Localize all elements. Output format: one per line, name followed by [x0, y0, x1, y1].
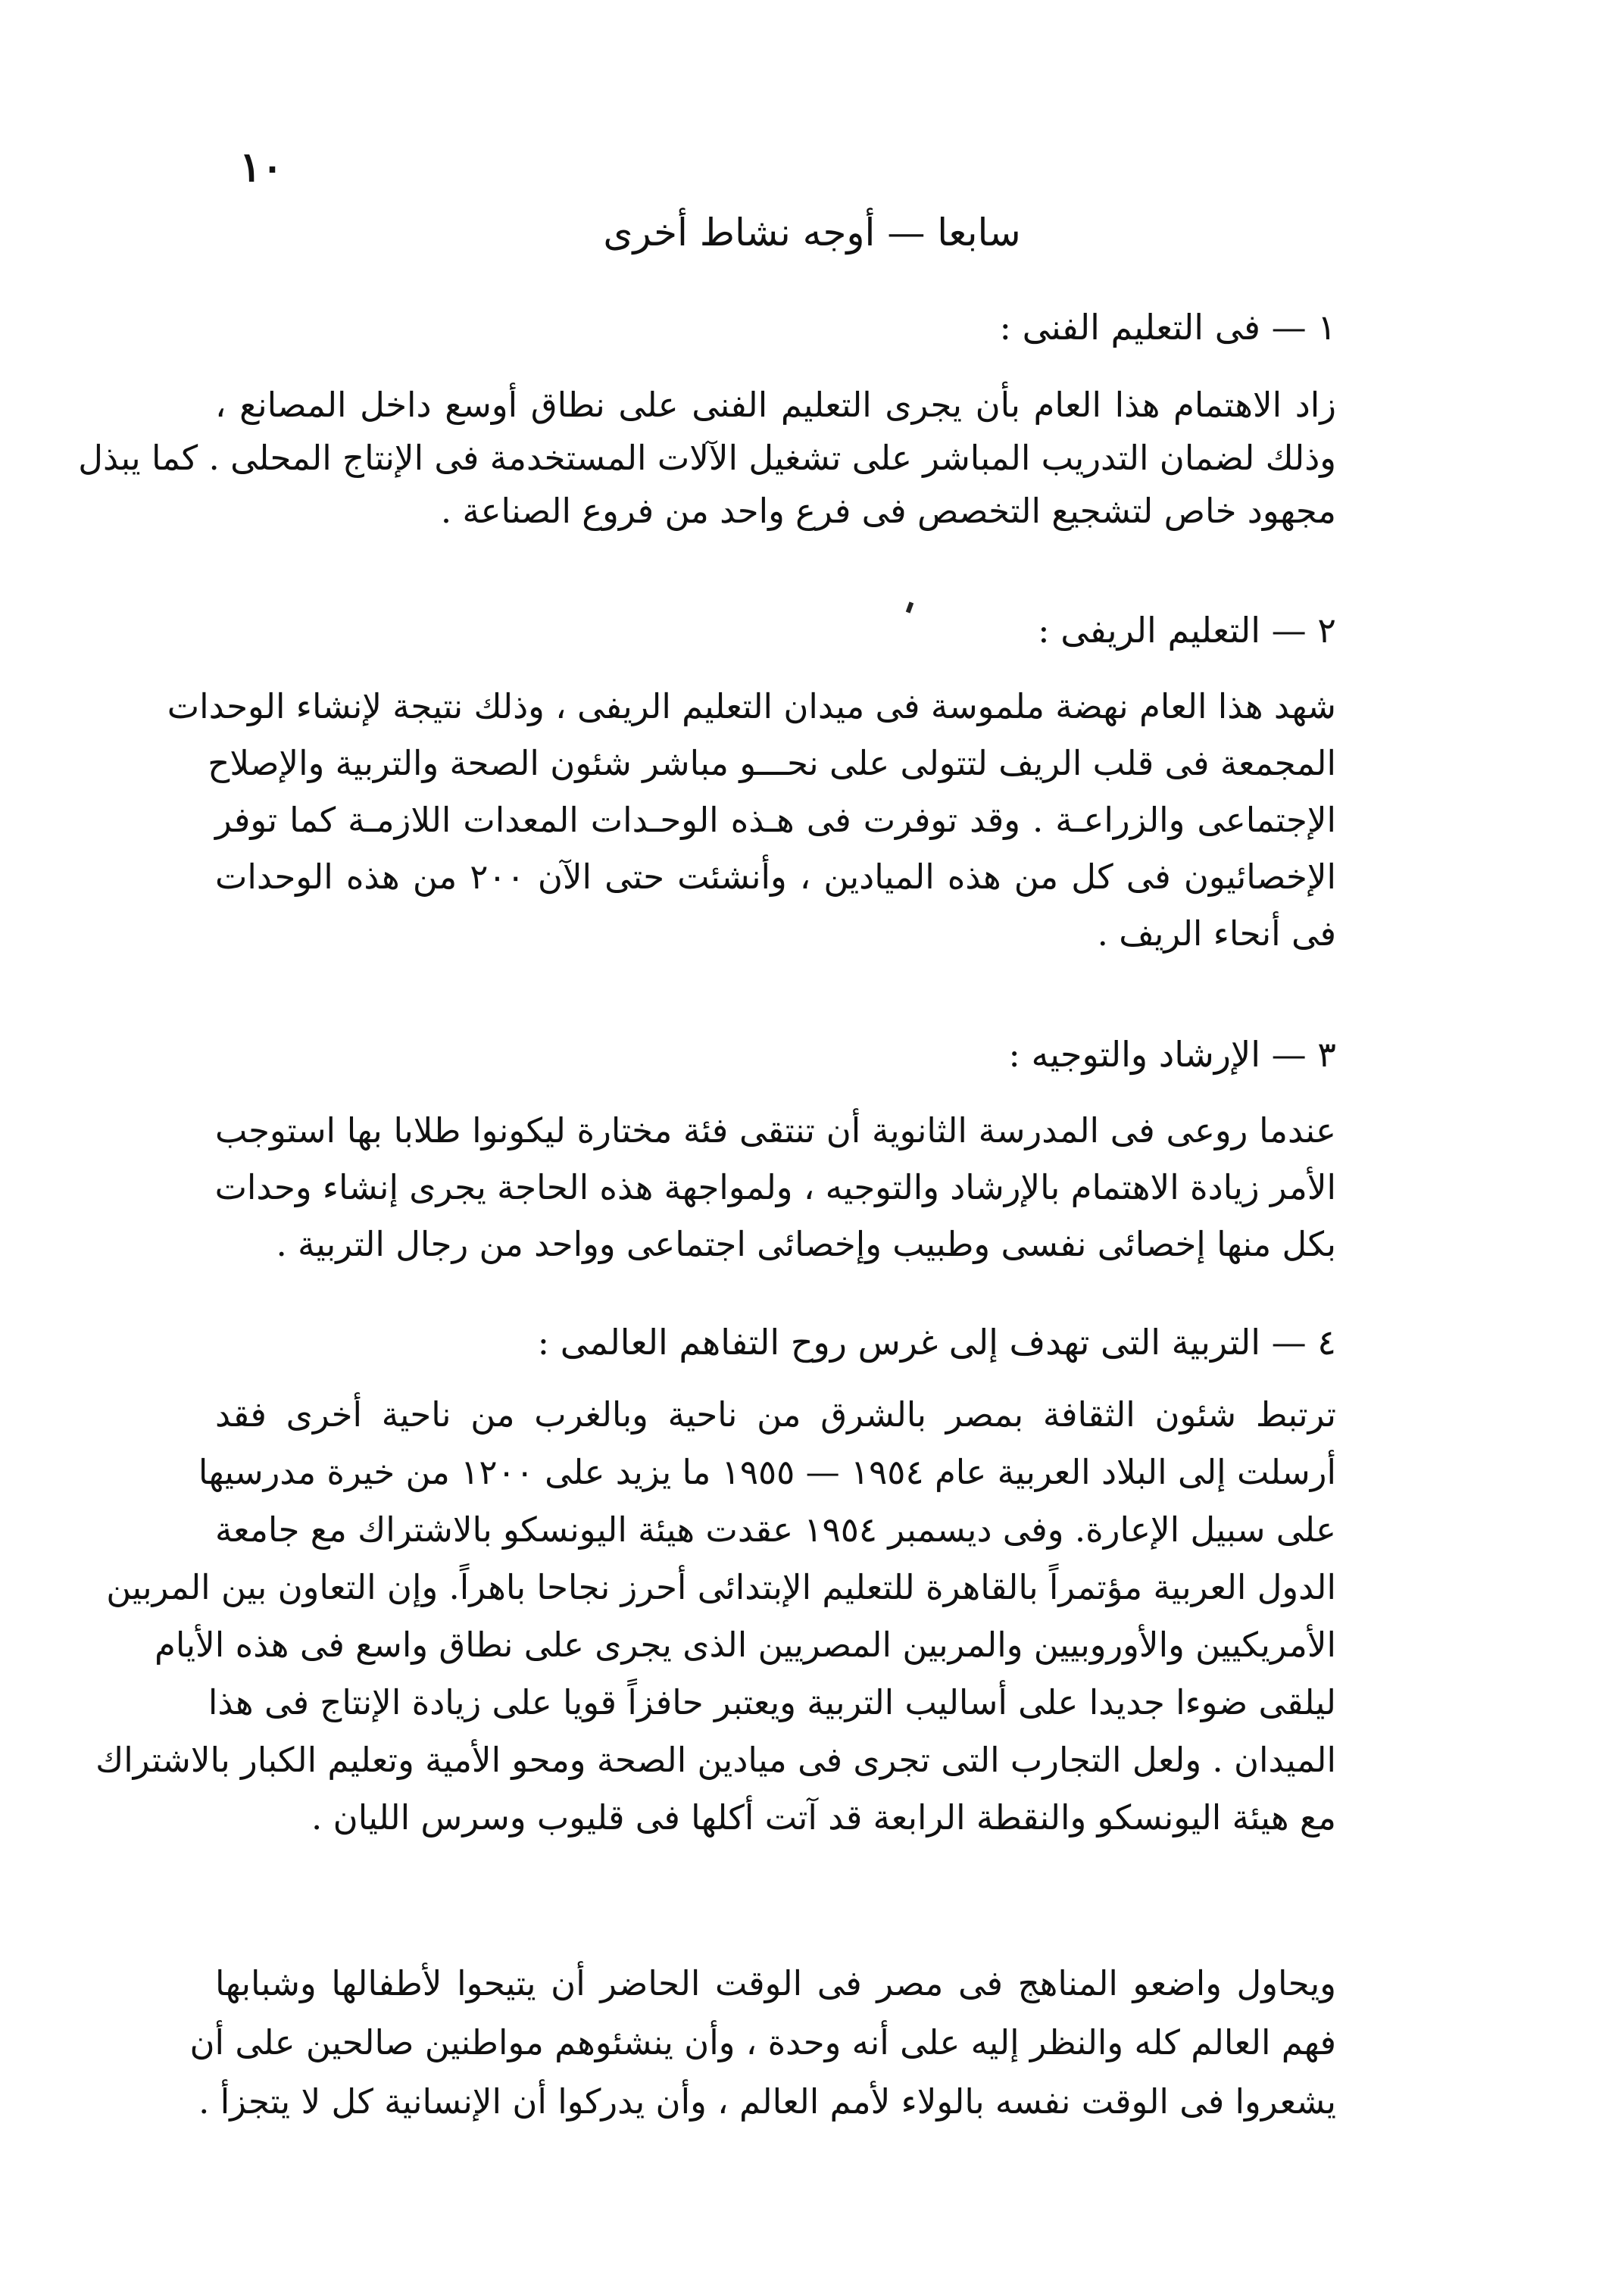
page-number: ١٠ [239, 142, 283, 191]
section-title: سابعا — أوجه نشاط أخرى [603, 211, 1021, 254]
paragraph-rural-education [167, 678, 1336, 962]
text-line: ترتبط شئون الثقافة بمصر بالشرق من ناحية وبالغرب من ناحية أخرى فقد [215, 1394, 1336, 1435]
text-line: ليلقى ضوءا جديدا على أساليب التربية ويعتبر حافزاً قويا على زيادة الإنتاج فى هذا [208, 1682, 1336, 1722]
text-line: شهد هذا العام نهضة ملموسة فى ميدان التعليم الريفى ، وذلك نتيجة لإنشاء الوحدات [167, 686, 1336, 726]
paragraph-international-understanding [95, 1386, 1336, 1847]
heading-international-understanding: ٤ — التربية التى تهدف إلى غرس روح التفاهم العالمى : [537, 1322, 1336, 1363]
text-line: الإجتماعى والزراعـة . وقد توفرت فى هـذه الوحـدات المعدات اللازمـة كما توفر [215, 800, 1336, 840]
text-line: عندما روعى فى المدرسة الثانوية أن تنتقى فئة مختارة ليكونوا طلابا بها استوجب [215, 1110, 1336, 1151]
text-line: مجهود خاص لتشجيع التخصص فى فرع واحد من فروع الصناعة . [440, 491, 1336, 531]
ink-mark [906, 601, 914, 613]
text-line: الإخصائيون فى كل من هذه الميادين ، وأنشئت حتى الآن ٢٠٠ من هذه الوحدات [215, 857, 1336, 897]
heading-rural-education: ٢ — التعليم الريفى : [1038, 610, 1336, 651]
closing-paragraph [189, 1954, 1336, 2131]
text-line: الدول العربية مؤتمراً بالقاهرة للتعليم الإبتدائى أحرز نجاحا باهراً. وإن التعاون بين المربين [106, 1567, 1336, 1607]
text-line: بكل منها إخصائى نفسى وطبيب وإخصائى اجتماعى وواحد من رجال التربية . [276, 1224, 1336, 1264]
paragraph-guidance [215, 1102, 1336, 1272]
text-line: وذلك لضمان التدريب المباشر على تشغيل الآلات المستخدمة فى الإنتاج المحلى . كما يبذل [78, 438, 1336, 478]
text-line: الميدان . ولعل التجارب التى تجرى فى ميادين الصحة ومحو الأمية وتعليم الكبار بالاشتراك [95, 1740, 1336, 1780]
text-line: فى أنحاء الريف . [1097, 913, 1336, 954]
text-line: مع هيئة اليونسكو والنقطة الرابعة قد آتت أكلها فى قليوب وسرس الليان . [311, 1797, 1336, 1838]
heading-guidance: ٣ — الإرشاد والتوجيه : [1008, 1034, 1336, 1075]
text-line: المجمعة فى قلب الريف لتتولى على نحـــو مباشر شئون الصحة والتربية والإصلاح [208, 743, 1336, 783]
heading-technical-education: ١ — فى التعليم الفنى : [999, 307, 1336, 348]
text-line: زاد الاهتمام هذا العام بأن يجرى التعليم الفنى على نطاق أوسع داخل المصانع ، [215, 385, 1336, 425]
text-line: على سبيل الإعارة. وفى ديسمبر ١٩٥٤ عقدت هيئة اليونسكو بالاشتراك مع جامعة [214, 1510, 1336, 1550]
text-line: الأمر زيادة الاهتمام بالإرشاد والتوجيه ، ولمواجهة هذه الحاجة يجرى إنشاء وحدات [214, 1167, 1336, 1207]
text-line: الأمريكيين والأوروبيين والمربين المصريين الذى يجرى على نطاق واسع فى هذه الأيام [155, 1625, 1336, 1665]
paragraph-technical-education [78, 379, 1336, 538]
text-line: فهم العالم كله والنظر إليه على أنه وحدة ، وأن ينشئوهم مواطنين صالحين على أن [189, 2022, 1336, 2062]
text-line: أرسلت إلى البلاد العربية عام ١٩٥٤ — ١٩٥٥ ما يزيد على ١٢٠٠ من خيرة مدرسيها [198, 1452, 1336, 1492]
text-line: ويحاول واضعو المناهج فى مصر فى الوقت الحاضر أن يتيحوا لأطفالها وشبابها [215, 1963, 1336, 2003]
text-line: يشعروا فى الوقت نفسه بالولاء لأمم العالم ، وأن يدركوا أن الإنسانية كل لا يتجزأ . [198, 2081, 1336, 2122]
